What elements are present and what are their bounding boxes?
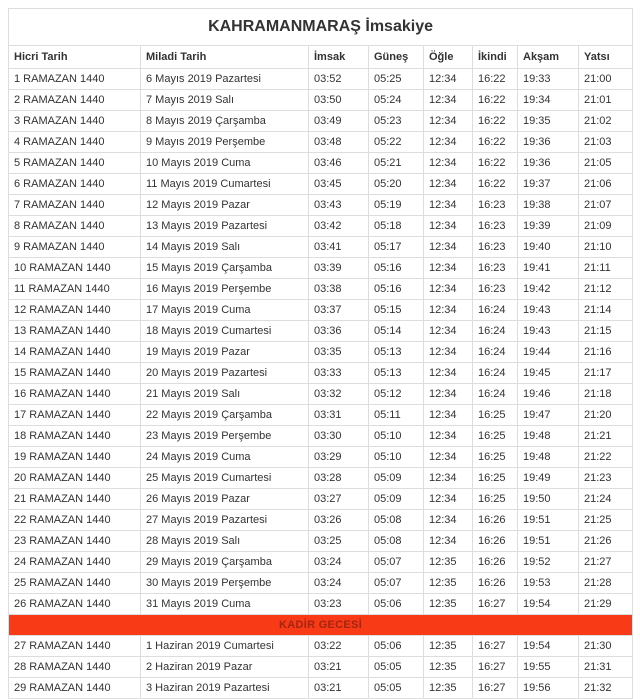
cell-ogle: 12:34 [424,531,473,552]
cell-imsak: 03:41 [309,237,369,258]
cell-ogle: 12:34 [424,510,473,531]
cell-ikindi: 16:24 [473,384,518,405]
cell-aksam: 19:36 [518,153,579,174]
cell-yatsi: 21:14 [579,300,633,321]
table-row [9,594,633,615]
cell-aksam: 19:39 [518,216,579,237]
cell-yatsi: 21:15 [579,321,633,342]
cell-miladi: 7 Mayıs 2019 Salı [141,90,309,111]
cell-gunes: 05:22 [369,132,424,153]
cell-miladi: 19 Mayıs 2019 Pazar [141,342,309,363]
cell-gunes: 05:08 [369,531,424,552]
cell-aksam: 19:42 [518,279,579,300]
cell-hicri: 25 RAMAZAN 1440 [9,573,141,594]
cell-yatsi: 21:24 [579,489,633,510]
table-row [9,237,633,258]
cell-aksam: 19:40 [518,237,579,258]
cell-imsak: 03:27 [309,489,369,510]
cell-ogle: 12:34 [424,153,473,174]
cell-yatsi: 21:28 [579,573,633,594]
cell-ogle: 12:34 [424,279,473,300]
imsakiye-table-body [9,69,633,699]
cell-hicri: 10 RAMAZAN 1440 [9,258,141,279]
table-row [9,69,633,90]
table-row [9,678,633,699]
cell-yatsi: 21:02 [579,111,633,132]
column-header-ogle: Öğle [424,46,473,69]
cell-ogle: 12:34 [424,342,473,363]
cell-hicri: 18 RAMAZAN 1440 [9,426,141,447]
cell-hicri: 28 RAMAZAN 1440 [9,657,141,678]
cell-ogle: 12:35 [424,594,473,615]
cell-gunes: 05:08 [369,510,424,531]
cell-miladi: 1 Haziran 2019 Cumartesi [141,636,309,657]
cell-yatsi: 21:07 [579,195,633,216]
cell-ikindi: 16:22 [473,90,518,111]
cell-imsak: 03:29 [309,447,369,468]
table-row [9,531,633,552]
cell-gunes: 05:18 [369,216,424,237]
cell-miladi: 9 Mayıs 2019 Perşembe [141,132,309,153]
cell-imsak: 03:23 [309,594,369,615]
cell-ikindi: 16:26 [473,552,518,573]
cell-yatsi: 21:17 [579,363,633,384]
cell-miladi: 25 Mayıs 2019 Cumartesi [141,468,309,489]
cell-miladi: 22 Mayıs 2019 Çarşamba [141,405,309,426]
cell-hicri: 2 RAMAZAN 1440 [9,90,141,111]
cell-imsak: 03:31 [309,405,369,426]
cell-ogle: 12:34 [424,69,473,90]
cell-hicri: 11 RAMAZAN 1440 [9,279,141,300]
cell-hicri: 23 RAMAZAN 1440 [9,531,141,552]
cell-gunes: 05:10 [369,447,424,468]
cell-ogle: 12:34 [424,195,473,216]
cell-yatsi: 21:06 [579,174,633,195]
cell-ikindi: 16:22 [473,69,518,90]
cell-aksam: 19:52 [518,552,579,573]
cell-miladi: 20 Mayıs 2019 Pazartesi [141,363,309,384]
cell-imsak: 03:43 [309,195,369,216]
cell-yatsi: 21:20 [579,405,633,426]
cell-ikindi: 16:22 [473,153,518,174]
cell-hicri: 3 RAMAZAN 1440 [9,111,141,132]
cell-aksam: 19:51 [518,510,579,531]
cell-gunes: 05:24 [369,90,424,111]
cell-ikindi: 16:23 [473,195,518,216]
cell-gunes: 05:13 [369,342,424,363]
cell-gunes: 05:07 [369,552,424,573]
cell-ogle: 12:35 [424,636,473,657]
table-row [9,573,633,594]
cell-yatsi: 21:09 [579,216,633,237]
cell-ikindi: 16:23 [473,237,518,258]
cell-yatsi: 21:11 [579,258,633,279]
cell-miladi: 18 Mayıs 2019 Cumartesi [141,321,309,342]
cell-ikindi: 16:27 [473,657,518,678]
cell-miladi: 14 Mayıs 2019 Salı [141,237,309,258]
cell-gunes: 05:25 [369,69,424,90]
cell-ikindi: 16:25 [473,405,518,426]
cell-gunes: 05:21 [369,153,424,174]
cell-gunes: 05:11 [369,405,424,426]
cell-aksam: 19:43 [518,321,579,342]
table-row [9,153,633,174]
table-row [9,363,633,384]
table-row [9,174,633,195]
cell-yatsi: 21:23 [579,468,633,489]
imsakiye-table-head [9,9,633,69]
cell-hicri: 20 RAMAZAN 1440 [9,468,141,489]
cell-yatsi: 21:05 [579,153,633,174]
cell-aksam: 19:47 [518,405,579,426]
cell-miladi: 27 Mayıs 2019 Pazartesi [141,510,309,531]
cell-aksam: 19:36 [518,132,579,153]
cell-hicri: 4 RAMAZAN 1440 [9,132,141,153]
cell-ikindi: 16:24 [473,363,518,384]
cell-ikindi: 16:24 [473,342,518,363]
cell-yatsi: 21:21 [579,426,633,447]
cell-hicri: 27 RAMAZAN 1440 [9,636,141,657]
cell-gunes: 05:05 [369,657,424,678]
column-header-yatsi: Yatsı [579,46,633,69]
cell-ogle: 12:34 [424,321,473,342]
cell-aksam: 19:53 [518,573,579,594]
cell-imsak: 03:45 [309,174,369,195]
cell-gunes: 05:17 [369,237,424,258]
cell-aksam: 19:38 [518,195,579,216]
cell-ogle: 12:34 [424,258,473,279]
cell-miladi: 8 Mayıs 2019 Çarşamba [141,111,309,132]
cell-miladi: 17 Mayıs 2019 Cuma [141,300,309,321]
cell-miladi: 24 Mayıs 2019 Cuma [141,447,309,468]
cell-yatsi: 21:12 [579,279,633,300]
cell-yatsi: 21:03 [579,132,633,153]
cell-ikindi: 16:22 [473,174,518,195]
cell-ogle: 12:34 [424,174,473,195]
cell-miladi: 15 Mayıs 2019 Çarşamba [141,258,309,279]
cell-imsak: 03:33 [309,363,369,384]
cell-ogle: 12:34 [424,426,473,447]
cell-yatsi: 21:00 [579,69,633,90]
cell-aksam: 19:54 [518,594,579,615]
table-row [9,321,633,342]
column-header-ikindi: İkindi [473,46,518,69]
cell-hicri: 24 RAMAZAN 1440 [9,552,141,573]
cell-miladi: 28 Mayıs 2019 Salı [141,531,309,552]
cell-ogle: 12:34 [424,468,473,489]
cell-imsak: 03:52 [309,69,369,90]
cell-imsak: 03:22 [309,636,369,657]
cell-aksam: 19:48 [518,426,579,447]
column-header-hicri-tarih: Hicri Tarih [9,46,141,69]
cell-miladi: 10 Mayıs 2019 Cuma [141,153,309,174]
cell-gunes: 05:15 [369,300,424,321]
cell-ikindi: 16:22 [473,132,518,153]
cell-miladi: 13 Mayıs 2019 Pazartesi [141,216,309,237]
cell-gunes: 05:20 [369,174,424,195]
cell-aksam: 19:44 [518,342,579,363]
cell-aksam: 19:46 [518,384,579,405]
cell-miladi: 6 Mayıs 2019 Pazartesi [141,69,309,90]
cell-ogle: 12:34 [424,405,473,426]
cell-gunes: 05:07 [369,573,424,594]
cell-aksam: 19:54 [518,636,579,657]
cell-imsak: 03:48 [309,132,369,153]
cell-ogle: 12:34 [424,363,473,384]
cell-hicri: 8 RAMAZAN 1440 [9,216,141,237]
cell-imsak: 03:24 [309,552,369,573]
cell-ogle: 12:35 [424,552,473,573]
table-row [9,279,633,300]
cell-hicri: 19 RAMAZAN 1440 [9,447,141,468]
cell-yatsi: 21:27 [579,552,633,573]
cell-hicri: 22 RAMAZAN 1440 [9,510,141,531]
cell-ogle: 12:34 [424,216,473,237]
cell-gunes: 05:16 [369,279,424,300]
cell-imsak: 03:30 [309,426,369,447]
cell-ikindi: 16:27 [473,678,518,699]
cell-hicri: 17 RAMAZAN 1440 [9,405,141,426]
table-row [9,90,633,111]
cell-yatsi: 21:16 [579,342,633,363]
cell-hicri: 29 RAMAZAN 1440 [9,678,141,699]
cell-ogle: 12:34 [424,237,473,258]
cell-ikindi: 16:27 [473,636,518,657]
cell-ikindi: 16:24 [473,300,518,321]
table-row [9,300,633,321]
cell-gunes: 05:06 [369,594,424,615]
table-row [9,426,633,447]
cell-hicri: 5 RAMAZAN 1440 [9,153,141,174]
cell-gunes: 05:12 [369,384,424,405]
table-row [9,468,633,489]
cell-hicri: 15 RAMAZAN 1440 [9,363,141,384]
cell-hicri: 12 RAMAZAN 1440 [9,300,141,321]
cell-gunes: 05:09 [369,468,424,489]
table-row [9,111,633,132]
cell-aksam: 19:43 [518,300,579,321]
kadir-gecesi-banner-row [9,615,633,636]
cell-imsak: 03:49 [309,111,369,132]
column-header-aksam: Akşam [518,46,579,69]
cell-miladi: 30 Mayıs 2019 Perşembe [141,573,309,594]
table-row [9,342,633,363]
cell-hicri: 14 RAMAZAN 1440 [9,342,141,363]
cell-imsak: 03:36 [309,321,369,342]
table-row [9,636,633,657]
table-row [9,657,633,678]
cell-ogle: 12:34 [424,384,473,405]
cell-ikindi: 16:26 [473,531,518,552]
cell-imsak: 03:42 [309,216,369,237]
table-row [9,447,633,468]
table-row [9,510,633,531]
cell-ikindi: 16:25 [473,489,518,510]
cell-imsak: 03:26 [309,510,369,531]
cell-imsak: 03:32 [309,384,369,405]
cell-aksam: 19:48 [518,447,579,468]
cell-ikindi: 16:26 [473,573,518,594]
cell-imsak: 03:39 [309,258,369,279]
cell-miladi: 12 Mayıs 2019 Pazar [141,195,309,216]
cell-imsak: 03:28 [309,468,369,489]
title-row [9,9,633,46]
cell-gunes: 05:10 [369,426,424,447]
table-row [9,552,633,573]
cell-ogle: 12:34 [424,90,473,111]
cell-miladi: 3 Haziran 2019 Pazartesi [141,678,309,699]
cell-aksam: 19:37 [518,174,579,195]
cell-gunes: 05:13 [369,363,424,384]
cell-aksam: 19:56 [518,678,579,699]
cell-miladi: 29 Mayıs 2019 Çarşamba [141,552,309,573]
cell-ikindi: 16:25 [473,468,518,489]
cell-yatsi: 21:10 [579,237,633,258]
cell-ikindi: 16:24 [473,321,518,342]
cell-ikindi: 16:23 [473,258,518,279]
cell-yatsi: 21:31 [579,657,633,678]
cell-yatsi: 21:26 [579,531,633,552]
column-header-row [9,46,633,69]
cell-miladi: 26 Mayıs 2019 Pazar [141,489,309,510]
cell-hicri: 16 RAMAZAN 1440 [9,384,141,405]
cell-gunes: 05:23 [369,111,424,132]
cell-aksam: 19:51 [518,531,579,552]
cell-yatsi: 21:30 [579,636,633,657]
cell-ikindi: 16:25 [473,426,518,447]
cell-yatsi: 21:22 [579,447,633,468]
table-row [9,258,633,279]
cell-miladi: 11 Mayıs 2019 Cumartesi [141,174,309,195]
cell-imsak: 03:21 [309,657,369,678]
cell-hicri: 26 RAMAZAN 1440 [9,594,141,615]
cell-gunes: 05:19 [369,195,424,216]
cell-imsak: 03:38 [309,279,369,300]
cell-miladi: 21 Mayıs 2019 Salı [141,384,309,405]
cell-ogle: 12:35 [424,678,473,699]
cell-ogle: 12:34 [424,300,473,321]
table-row [9,489,633,510]
table-row [9,384,633,405]
cell-miladi: 23 Mayıs 2019 Perşembe [141,426,309,447]
cell-hicri: 1 RAMAZAN 1440 [9,69,141,90]
cell-aksam: 19:34 [518,90,579,111]
cell-aksam: 19:45 [518,363,579,384]
cell-hicri: 6 RAMAZAN 1440 [9,174,141,195]
cell-hicri: 7 RAMAZAN 1440 [9,195,141,216]
column-header-imsak: İmsak [309,46,369,69]
cell-gunes: 05:14 [369,321,424,342]
cell-aksam: 19:33 [518,69,579,90]
cell-gunes: 05:06 [369,636,424,657]
cell-imsak: 03:25 [309,531,369,552]
table-row [9,195,633,216]
cell-yatsi: 21:29 [579,594,633,615]
cell-hicri: 9 RAMAZAN 1440 [9,237,141,258]
cell-imsak: 03:21 [309,678,369,699]
cell-yatsi: 21:25 [579,510,633,531]
cell-ogle: 12:34 [424,447,473,468]
table-row [9,132,633,153]
imsakiye-table [8,8,633,699]
cell-imsak: 03:46 [309,153,369,174]
cell-imsak: 03:37 [309,300,369,321]
cell-miladi: 31 Mayıs 2019 Cuma [141,594,309,615]
cell-ikindi: 16:27 [473,594,518,615]
cell-yatsi: 21:01 [579,90,633,111]
cell-hicri: 21 RAMAZAN 1440 [9,489,141,510]
cell-yatsi: 21:18 [579,384,633,405]
cell-aksam: 19:41 [518,258,579,279]
cell-ogle: 12:34 [424,489,473,510]
cell-ogle: 12:34 [424,132,473,153]
kadir-gecesi-banner-label: KADİR GECESİ [9,615,633,636]
cell-miladi: 16 Mayıs 2019 Perşembe [141,279,309,300]
cell-gunes: 05:09 [369,489,424,510]
column-header-gunes: Güneş [369,46,424,69]
cell-aksam: 19:55 [518,657,579,678]
cell-miladi: 2 Haziran 2019 Pazar [141,657,309,678]
table-row [9,405,633,426]
cell-ikindi: 16:25 [473,447,518,468]
cell-ogle: 12:35 [424,657,473,678]
column-header-miladi-tarih: Miladi Tarih [141,46,309,69]
cell-hicri: 13 RAMAZAN 1440 [9,321,141,342]
table-row [9,216,633,237]
cell-imsak: 03:24 [309,573,369,594]
cell-ikindi: 16:26 [473,510,518,531]
cell-imsak: 03:50 [309,90,369,111]
cell-aksam: 19:49 [518,468,579,489]
cell-aksam: 19:50 [518,489,579,510]
cell-aksam: 19:35 [518,111,579,132]
page-title: KAHRAMANMARAŞ İmsakiye [9,9,633,46]
cell-yatsi: 21:32 [579,678,633,699]
cell-gunes: 05:05 [369,678,424,699]
cell-gunes: 05:16 [369,258,424,279]
cell-ogle: 12:35 [424,573,473,594]
cell-imsak: 03:35 [309,342,369,363]
cell-ogle: 12:34 [424,111,473,132]
cell-ikindi: 16:22 [473,111,518,132]
cell-ikindi: 16:23 [473,279,518,300]
cell-ikindi: 16:23 [473,216,518,237]
